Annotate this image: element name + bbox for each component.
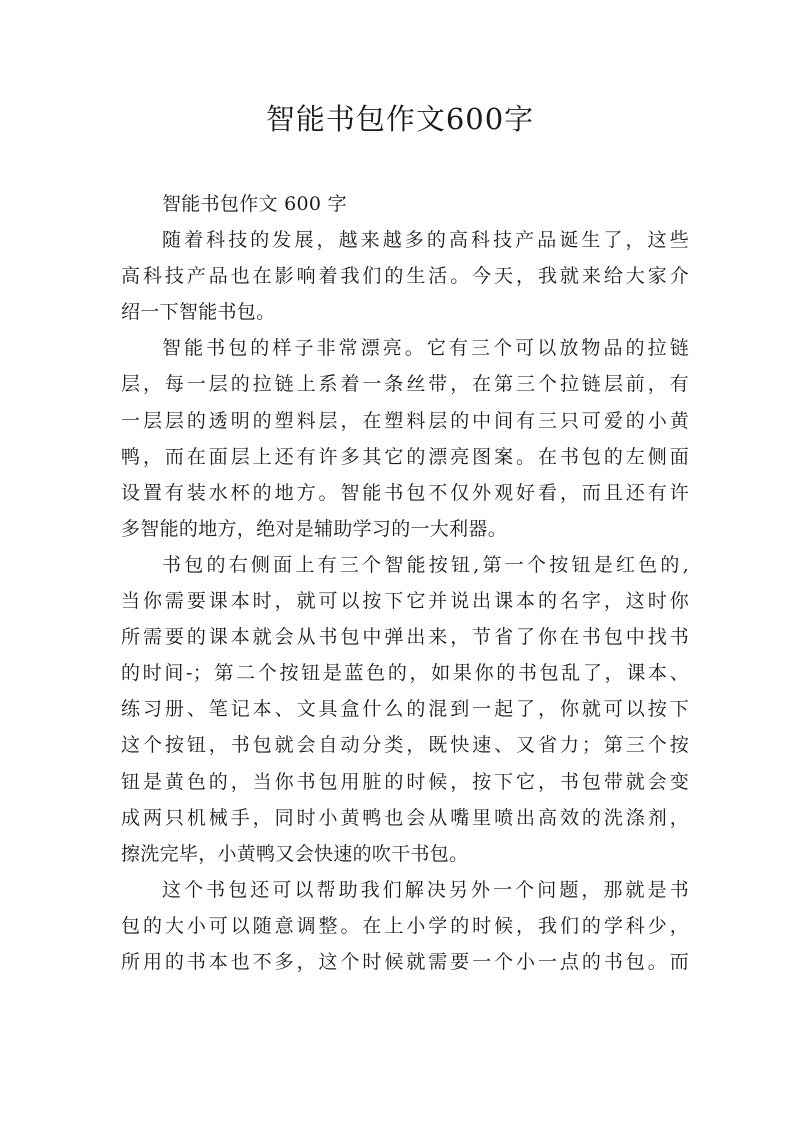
body-heading-line: 智能书包作文 600 字 [162,193,347,215]
paragraph-line: 擦洗完毕，小黄鸭又会快速的吹干书包。 [121,842,469,865]
paragraph-line: 随着科技的发展，越来越多的高科技产品诞生了，这些 [162,229,689,252]
paragraph-line: 层，每一层的拉链上系着一条丝带，在第三个拉链层前，有 [121,373,689,396]
paragraph-line: 所用的书本也不多，这个时候就需要一个小一点的书包。而 [121,950,689,973]
paragraph-line: 一层层的透明的塑料层，在塑料层的中间有三只可爱的小黄 [121,409,689,432]
document-title: 智能书包作文600字 [265,102,535,136]
paragraph-line: 所需要的课本就会从书包中弹出来，节省了你在书包中找书 [121,626,689,649]
paragraph-line: 练习册、笔记本、文具盒什么的混到一起了，你就可以按下 [121,698,689,721]
paragraph-line: 成两只机械手，同时小黄鸭也会从嘴里喷出高效的洗涤剂， [121,806,689,829]
paragraph-line: 设置有装水杯的地方。智能书包不仅外观好看，而且还有许 [121,481,689,504]
paragraph-line: 的时间-；第二个按钮是蓝色的，如果你的书包乱了，课本、 [121,662,689,685]
paragraph-line: 高科技产品也在影响着我们的生活。今天，我就来给大家介 [121,265,689,288]
paragraph-line: 包的大小可以随意调整。在上小学的时候，我们的学科少， [121,914,689,937]
paragraph-line: 鸭，而在面层上还有许多其它的漂亮图案。在书包的左侧面 [121,445,689,468]
paragraph-line: 智能书包的样子非常漂亮。它有三个可以放物品的拉链 [162,337,689,360]
paragraph-line: 多智能的地方，绝对是辅助学习的一大利器。 [121,517,508,540]
paragraph-line: 书包的右侧面上有三个智能按钮,第一个按钮是红色的, [162,553,689,576]
paragraph-line: 绍一下智能书包。 [121,301,276,324]
paragraph-line: 这个按钮，书包就会自动分类，既快速、又省力；第三个按 [121,734,689,757]
paragraph-line: 钮是黄色的，当你书包用脏的时候，按下它，书包带就会变 [121,770,689,793]
document-body [121,186,689,980]
paragraph-line: 当你需要课本时，就可以按下它并说出课本的名字，这时你 [121,590,689,613]
paragraph-line: 这个书包还可以帮助我们解决另外一个问题，那就是书 [162,878,689,901]
